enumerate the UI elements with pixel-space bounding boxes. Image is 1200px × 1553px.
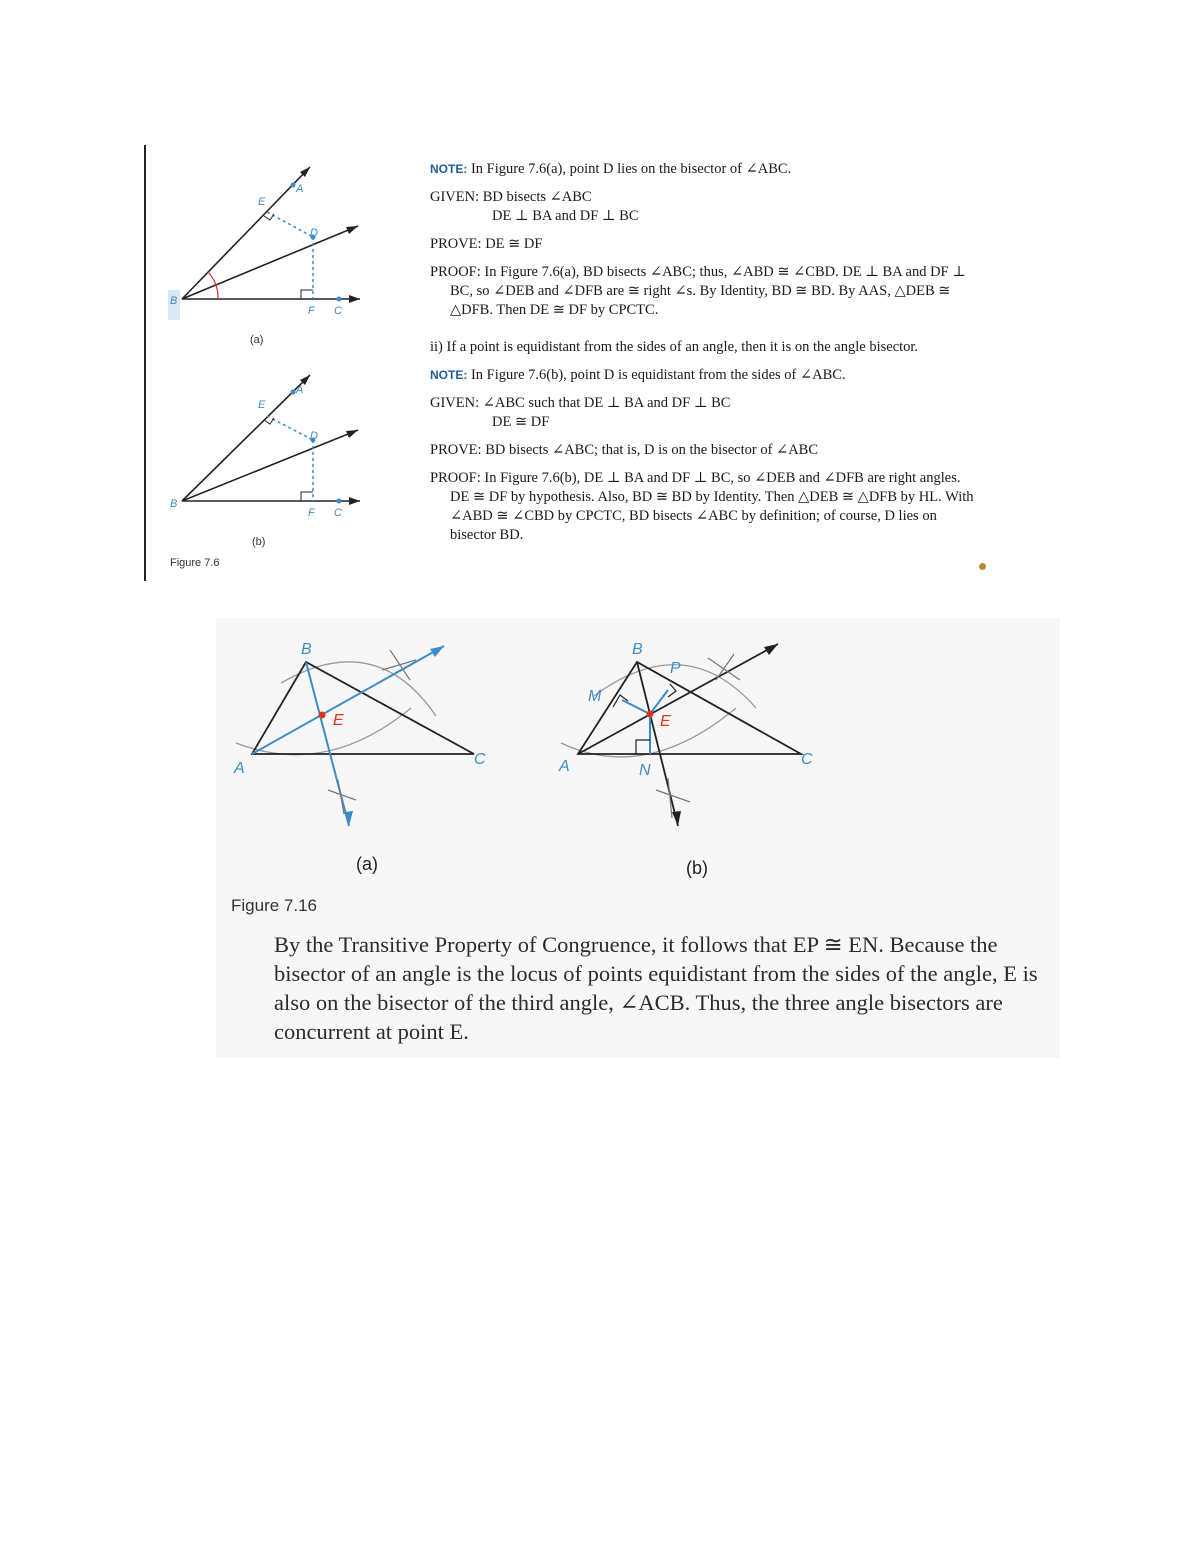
point-e-dot [319, 712, 326, 719]
segment-de [267, 416, 313, 440]
figure-7-16-caption: Figure 7.16 [231, 896, 317, 915]
point-c-dot [337, 499, 342, 504]
margin-rule [144, 145, 146, 581]
given-line-1: BD bisects ∠ABC [482, 189, 592, 205]
given-line-2: DE ≅ DF [492, 414, 550, 430]
proof-label: PROOF: [430, 264, 481, 280]
label-e: E [258, 399, 266, 411]
conclusion-paragraph: By the Transitive Property of Congruence, it follows that EP ≅ EN. Because the bisector of an angle is the locus of points equidistant from the sides of the angle, E is also on the bisector of the third angle, ∠ACB. Thus, the three angle bisectors are concurrent at point E. [274, 932, 1038, 1044]
point-e-dot [647, 711, 654, 718]
label-a: A [296, 183, 304, 195]
label-b: B [170, 498, 178, 510]
note-text: In Figure 7.6(b), point D is equidistant from the sides of ∠ABC. [470, 367, 846, 383]
proof-1 [430, 263, 975, 320]
point-a-dot [291, 390, 296, 395]
arc-mark [656, 790, 690, 802]
figure-7-6-diagrams [160, 150, 420, 580]
label-m: M [588, 688, 602, 705]
segment-de [267, 212, 313, 237]
bisector-b-arrow [344, 811, 353, 826]
ray-bc-arrow [349, 497, 360, 505]
label-f: F [308, 507, 315, 519]
ray-bd [182, 430, 358, 501]
label-d: D [310, 430, 318, 442]
subfigure-a-label: (a) [250, 334, 264, 346]
label-c: C [801, 751, 813, 768]
proof-text-block [430, 160, 975, 554]
prove-label: PROVE: [430, 236, 482, 252]
given-label: GIVEN: [430, 395, 480, 411]
label-a: A [296, 384, 304, 396]
prove-label: PROVE: [430, 442, 482, 458]
proof-body: In Figure 7.6(b), DE ⊥ BA and DF ⊥ BC, so ∠DEB and ∠DFB are right angles. DE ≅ DF by hypothesis. Also, BD ≅ BD by Identity. Then △DEB ≅ △DFB by HL. With ∠ABD ≅ ∠CBD by CPCTC, BD bisects ∠ABC by definition; of course, D lies on bisector BD. [450, 470, 974, 543]
bisector-b-arrow [672, 811, 681, 826]
label-e: E [258, 196, 266, 208]
note-2 [430, 366, 975, 385]
figure-7-16a [233, 641, 486, 826]
label-b: B [170, 295, 178, 307]
bisector-a-arrow [430, 646, 444, 657]
proof-2 [430, 469, 975, 545]
label-c: C [334, 507, 342, 519]
segment-em [622, 700, 650, 714]
note-text: In Figure 7.6(a), point D lies on the bisector of ∠ABC. [470, 161, 792, 177]
point-a-dot [291, 183, 296, 188]
construction-arc [281, 662, 436, 716]
given-label: GIVEN: [430, 189, 480, 205]
proof-body: In Figure 7.6(a), BD bisects ∠ABC; thus, ∠ABD ≅ ∠CBD. DE ⊥ BA and DF ⊥ BC, so ∠DEB and ∠DFB are ≅ right ∠s. By Identity, BD ≅ BD. By AAS, △DEB ≅ △DFB. Then DE ≅ DF by CPCTC. [450, 264, 966, 318]
prove-1 [430, 235, 975, 254]
given-1 [430, 188, 975, 226]
label-p: P [670, 660, 681, 677]
prove-2 [430, 441, 975, 460]
figure-7-16-diagrams [216, 618, 1060, 898]
figure-7-6b [170, 375, 360, 548]
note-1 [430, 160, 975, 179]
arc-mark [716, 654, 734, 680]
statement-ii: ii) If a point is equidistant from the sides of an angle, then it is on the angle bisector. [430, 339, 919, 355]
label-d: D [310, 227, 318, 239]
given-2 [430, 394, 975, 432]
ray-bd-arrow [346, 430, 358, 438]
given-line-2: DE ⊥ BA and DF ⊥ BC [492, 208, 639, 224]
figure-7-6 [160, 150, 420, 580]
label-c: C [334, 305, 342, 317]
point-c-dot [337, 297, 342, 302]
prove-text: DE ≅ DF [485, 236, 543, 252]
ray-bc-arrow [349, 295, 360, 303]
ray-ba [182, 375, 310, 501]
label-f: F [308, 305, 315, 317]
triangle-abc [578, 662, 801, 754]
given-line-1: ∠ABC such that DE ⊥ BA and DF ⊥ BC [482, 395, 731, 411]
prove-text: BD bisects ∠ABC; that is, D is on the bisector of ∠ABC [485, 442, 819, 458]
right-angle-p [668, 684, 676, 697]
subfigure-b-label: (b) [252, 536, 266, 548]
right-angle-f [301, 290, 313, 299]
figure-7-16b [558, 641, 813, 826]
label-a: A [234, 760, 245, 777]
figure-7-6a [168, 167, 360, 346]
label-c: C [474, 751, 486, 768]
label-e: E [333, 712, 344, 729]
ray-ba [182, 167, 310, 299]
note-label: NOTE: [430, 162, 468, 176]
label-b: B [632, 641, 643, 658]
right-angle-f [301, 492, 313, 501]
figure-7-6-caption: Figure 7.6 [170, 557, 220, 569]
label-n: N [639, 762, 651, 779]
bullet-marker [979, 563, 986, 570]
triangle-abc [252, 662, 474, 754]
bisector-a-arrow [764, 644, 778, 655]
ray-bd-arrow [346, 226, 358, 234]
note-label: NOTE: [430, 368, 468, 382]
bisector-b [306, 662, 349, 826]
figure-7-16 [216, 618, 1060, 898]
label-e: E [660, 713, 671, 730]
label-b: B [301, 641, 312, 658]
label-a: A [559, 758, 570, 775]
ray-bd [182, 226, 358, 299]
figure-7-16-sub-b: (b) [686, 858, 708, 878]
arc-mark [338, 780, 344, 814]
proof-label: PROOF: [430, 470, 481, 486]
right-angle-n [636, 740, 650, 754]
figure-7-16-sub-a: (a) [356, 854, 378, 874]
